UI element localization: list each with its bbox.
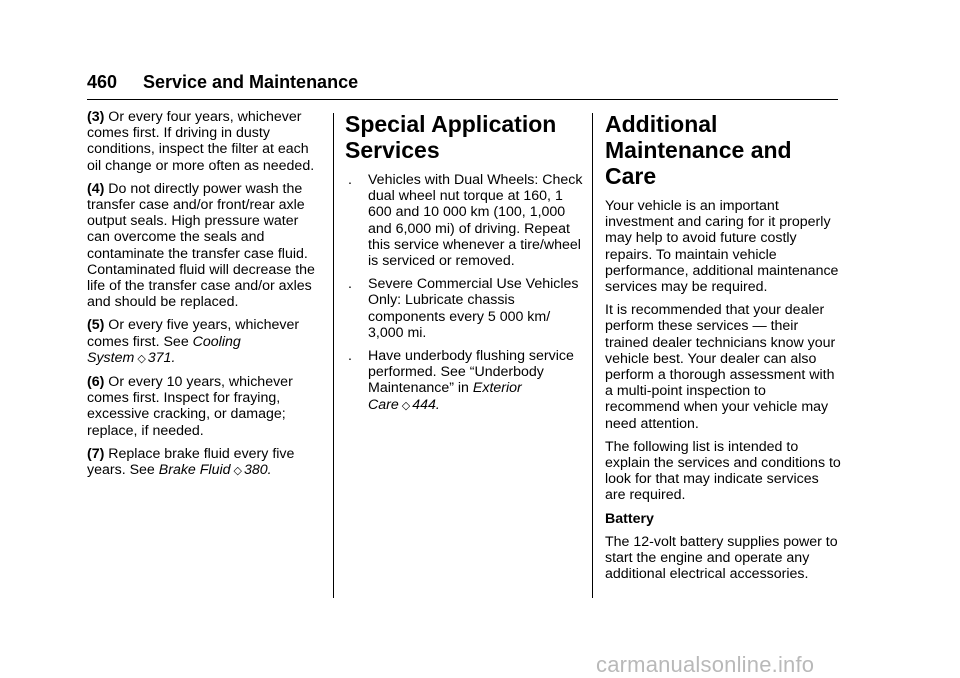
bullet: . bbox=[348, 276, 352, 293]
additional-care-heading: Additional Maintenance and Care bbox=[605, 111, 792, 189]
page-header bbox=[87, 72, 838, 102]
brake-fluid-page[interactable]: 380 bbox=[244, 462, 268, 479]
cooling-system-link[interactable]: Cooling System bbox=[87, 333, 241, 366]
additional-care-column bbox=[605, 111, 841, 589]
paragraph: Your vehicle is an important investment and caring for it properly may help to avoid future costly repairs. To maintain vehicle performance, additional maintenance services may be required. bbox=[605, 198, 839, 296]
note-7: (7) Replace brake fluid every five years. See Brake Fluid ◇ 380. bbox=[87, 445, 295, 479]
header-rule bbox=[87, 99, 838, 100]
battery-subheading: Battery bbox=[605, 510, 654, 527]
page-reference-icon: ◇ bbox=[137, 352, 146, 365]
paragraph: The following list is intended to explain the services and conditions to look for that may indicate services are required. bbox=[605, 438, 841, 504]
page-reference-icon: ◇ bbox=[233, 465, 242, 478]
special-services-list bbox=[345, 172, 583, 414]
special-services-column bbox=[345, 111, 583, 421]
note-4: (4) Do not directly power wash the transfer case and/or front/rear axle output seals. High pressure water can overcome the seals and contaminate the transfer case fluid. Contaminated fluid will decrease the life of the transfer case and/or axles and should be replaced. bbox=[87, 180, 315, 311]
exterior-care-link[interactable]: Exterior Care bbox=[368, 380, 522, 413]
paragraph: The 12-volt battery supplies power to start the engine and operate any additional electrical accessories. bbox=[605, 533, 838, 583]
watermark: carmanualsonline.info bbox=[596, 652, 815, 677]
paragraph: It is recommended that your dealer perform these services — their trained dealer technicians know your vehicle best. Your dealer can also perform a thorough assessment with a multi-point inspection to recommend when your vehicle may need attention. bbox=[605, 302, 836, 432]
exterior-care-page[interactable]: 444 bbox=[412, 396, 436, 413]
column-divider bbox=[592, 113, 593, 598]
list-item: . Vehicles with Dual Wheels: Check dual wheel nut torque at 160, 1 600 and 10 000 km (100, 1,000 and 6,000 mi) of driving. Repeat this service whenever a tire/wheel is serviced or removed. bbox=[348, 172, 583, 270]
section-title: Service and Maintenance bbox=[143, 72, 359, 92]
brake-fluid-link[interactable]: Brake Fluid bbox=[158, 462, 231, 479]
page-number: 460 bbox=[87, 72, 118, 92]
notes-column bbox=[87, 109, 325, 486]
bullet: . bbox=[348, 172, 352, 188]
list-item: . Severe Commercial Use Vehicles Only: Lubricate chassis components every 5 000 km/ 3,000 mi. bbox=[348, 276, 579, 341]
column-divider bbox=[333, 113, 334, 598]
page-reference-icon: ◇ bbox=[401, 399, 411, 412]
note-5: (5) Or every five years, whichever comes first. See Cooling System ◇ 371. bbox=[87, 317, 300, 366]
list-item: . Have underbody flushing service performed. See “Underbody Maintenance” in Exterior Care ◇ 444. bbox=[348, 348, 574, 413]
note-3: (3) Or every four years, whichever comes first. If driving in dusty conditions, inspect the filter at each oil change or more often as needed. bbox=[87, 109, 315, 174]
cooling-system-page[interactable]: 371 bbox=[147, 349, 172, 366]
note-6: (6) Or every 10 years, whichever comes first. Inspect for fraying, excessive cracking, or damage; replace, if needed. bbox=[87, 374, 293, 439]
bullet: . bbox=[348, 348, 352, 365]
special-services-heading: Special Application Services bbox=[345, 111, 557, 163]
